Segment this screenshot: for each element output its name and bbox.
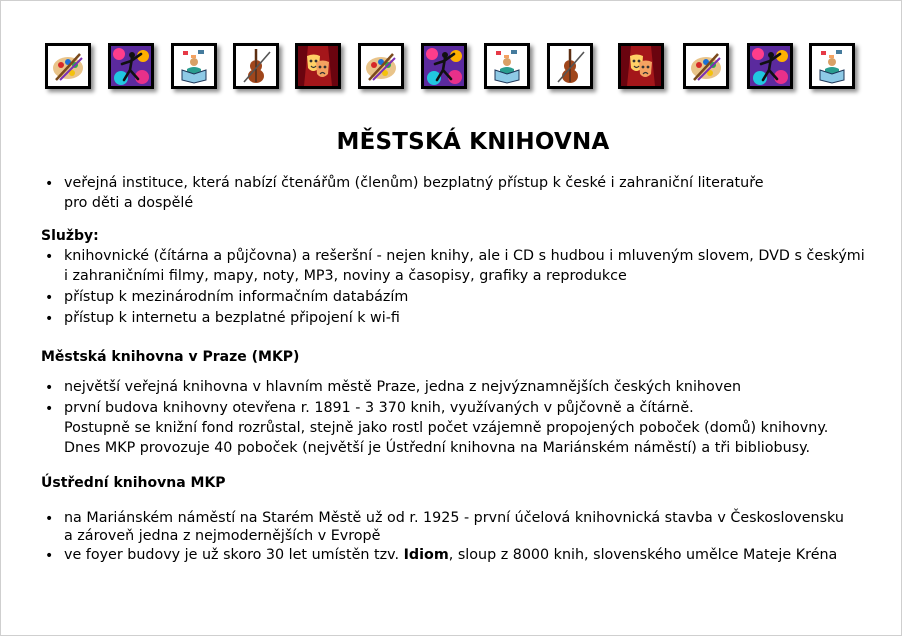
page-title: MĚSTSKÁ KNIHOVNA <box>336 129 610 155</box>
reader-icon <box>809 43 855 89</box>
bullet: • <box>45 511 54 527</box>
palette-icon <box>683 43 729 89</box>
mkp-heading: Městská knihovna v Praze (MKP) <box>41 349 300 365</box>
theatre-masks-icon <box>295 43 341 89</box>
bullet: • <box>45 401 54 417</box>
palette-icon <box>45 43 91 89</box>
list-item <box>64 545 837 565</box>
icon-strip <box>45 43 865 91</box>
list-item: i zahraničními filmy, mapy, noty, MP3, noviny a časopisy, grafiky a reprodukce <box>64 268 627 284</box>
reader-icon <box>484 43 530 89</box>
violin-icon <box>547 43 593 89</box>
intro-text: veřejná instituce, která nabízí čtenářům (členům) bezplatný přístup k české i zahraniční literatuře <box>64 175 764 191</box>
list-item: přístup k internetu a bezplatné připojení k wi-fi <box>64 310 400 326</box>
bullet: • <box>45 249 54 265</box>
list-item: Dnes MKP provozuje 40 poboček (největší je Ústřední knihovna na Mariánském náměstí) a tři bibliobusy. <box>64 440 811 456</box>
bullet: • <box>45 176 54 192</box>
list-item: první budova knihovny otevřena r. 1891 - 3 370 knih, využívaných v půjčovně a čítárně. <box>64 400 694 416</box>
list-item: knihovnické (čítárna a půjčovna) a rešeršní - nejen knihy, ale i CD s hudbou i mluveným slovem, DVD s českými <box>64 248 865 264</box>
list-item: Postupně se knižní fond rozrůstal, stejně jako rostl počet vzájemně propojených poboček (domů) knihovny. <box>64 420 829 436</box>
bullet: • <box>45 548 54 564</box>
dancer-icon <box>747 43 793 89</box>
bullet: • <box>45 290 54 306</box>
idiom-text-before: ve foyer budovy je už skoro 30 let umístěn tzv. <box>64 547 404 563</box>
bullet: • <box>45 380 54 396</box>
idiom-name: Idiom <box>403 547 449 563</box>
services-heading: Služby: <box>41 228 99 244</box>
violin-icon <box>233 43 279 89</box>
central-heading: Ústřední knihovna MKP <box>41 475 226 491</box>
dancer-icon <box>108 43 154 89</box>
theatre-masks-icon <box>618 43 664 89</box>
palette-icon <box>358 43 404 89</box>
list-item: a zároveň jedna z nejmodernějších v Evropě <box>64 528 381 544</box>
bullet: • <box>45 311 54 327</box>
list-item: na Mariánském náměstí na Starém Městě už od r. 1925 - první účelová knihovnická stavba v Československu <box>64 510 844 526</box>
idiom-text-after: , sloup z 8000 knih, slovenského umělce Mateje Kréna <box>448 547 838 563</box>
intro-text: pro děti a dospělé <box>64 195 194 211</box>
list-item: přístup k mezinárodním informačním databázím <box>64 289 409 305</box>
reader-icon <box>171 43 217 89</box>
dancer-icon <box>421 43 467 89</box>
list-item: největší veřejná knihovna v hlavním městě Praze, jedna z nejvýznamnějších českých knihoven <box>64 379 742 395</box>
